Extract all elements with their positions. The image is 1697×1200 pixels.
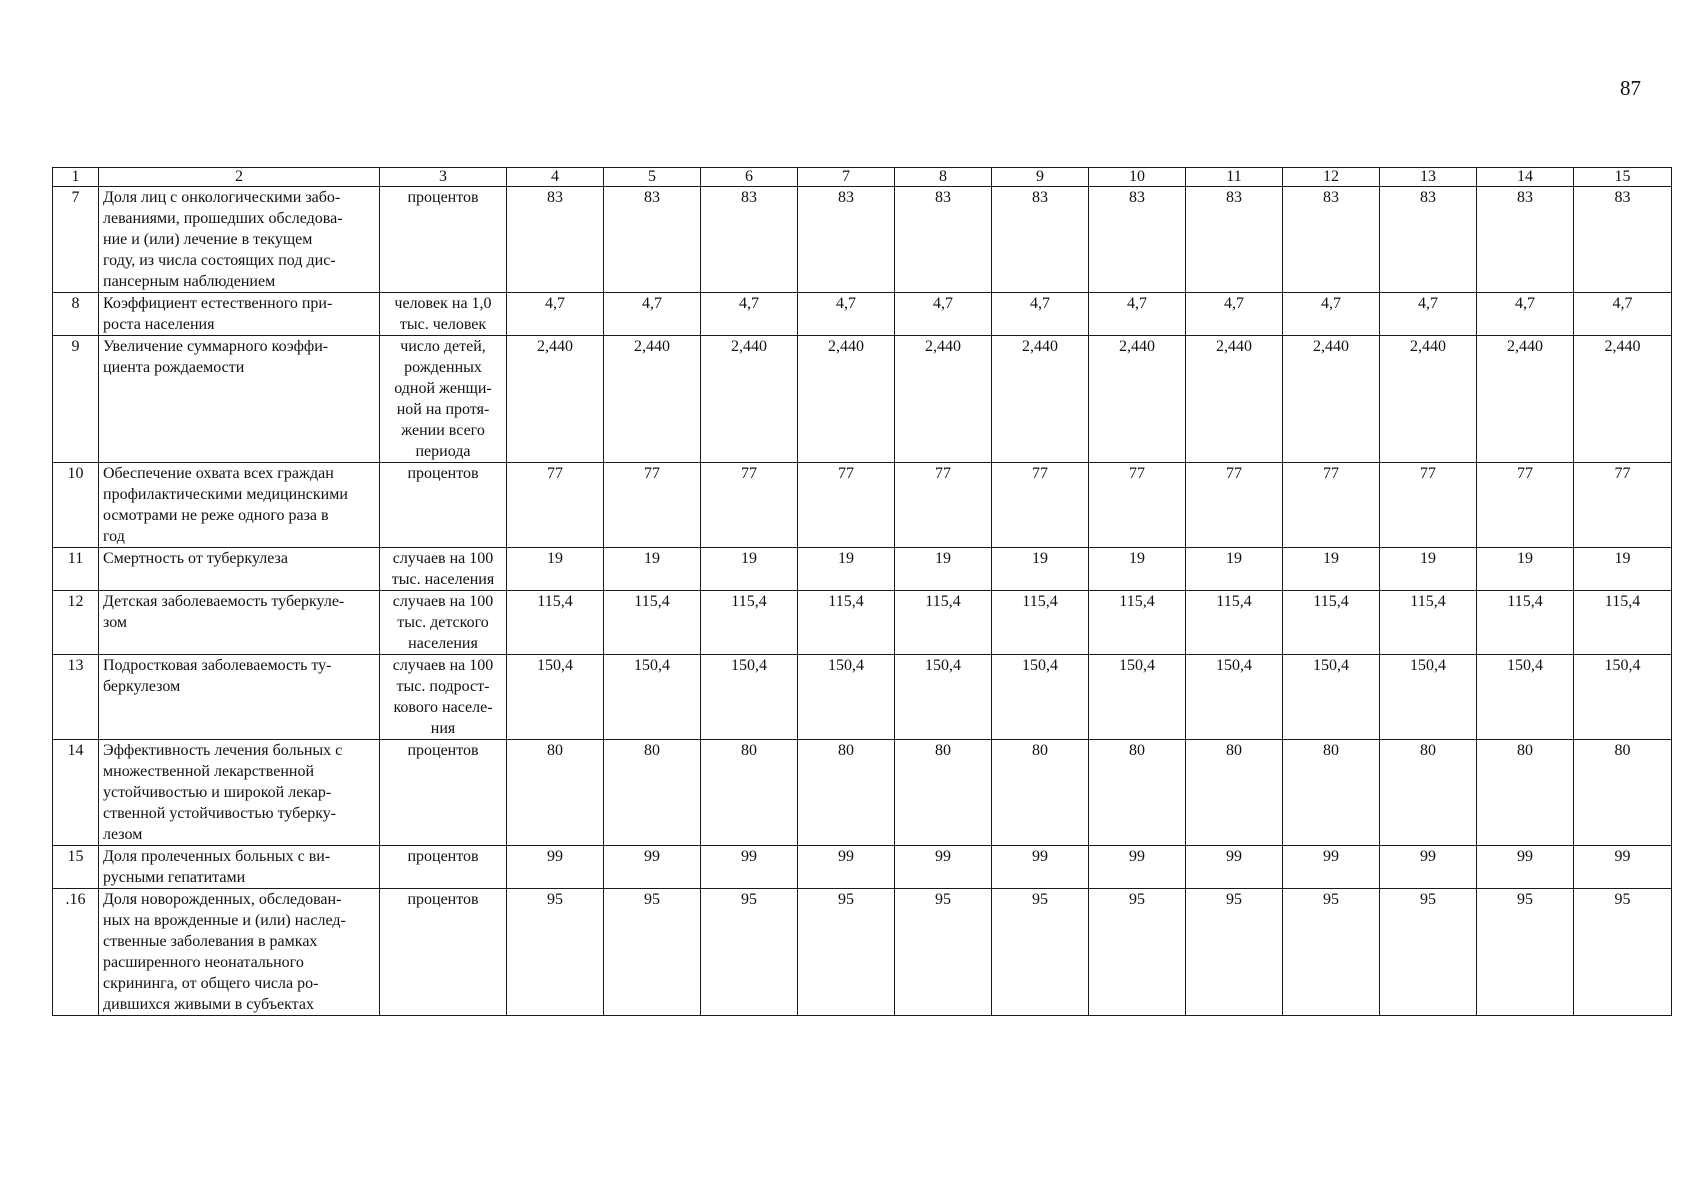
- value-cell: 77: [992, 463, 1089, 548]
- value-cell: 83: [1477, 187, 1574, 293]
- value-cell: 99: [1477, 846, 1574, 889]
- table-row: [53, 889, 1672, 1016]
- column-number-cell: 10: [1089, 168, 1186, 187]
- value-cell: 115,4: [1574, 591, 1672, 655]
- value-cell: 99: [1574, 846, 1672, 889]
- value-cell: 4,7: [701, 293, 798, 336]
- value-cell: 150,4: [604, 655, 701, 740]
- value-cell: 80: [1089, 740, 1186, 846]
- value-cell: 19: [1380, 548, 1477, 591]
- value-cell: 19: [798, 548, 895, 591]
- column-number-cell: 8: [895, 168, 992, 187]
- value-cell: 77: [701, 463, 798, 548]
- value-cell: 80: [701, 740, 798, 846]
- column-number-cell: 12: [1283, 168, 1380, 187]
- value-cell: 19: [507, 548, 604, 591]
- value-cell: 19: [1477, 548, 1574, 591]
- indicator-name-cell: Доля пролеченных больных с ви- русными гепатитами: [99, 846, 380, 889]
- column-number-cell: 5: [604, 168, 701, 187]
- value-cell: 150,4: [1477, 655, 1574, 740]
- value-cell: 77: [1380, 463, 1477, 548]
- row-number-cell: 11: [53, 548, 99, 591]
- table-row: [53, 548, 1672, 591]
- value-cell: 83: [895, 187, 992, 293]
- value-cell: 83: [701, 187, 798, 293]
- value-cell: 19: [1574, 548, 1672, 591]
- unit-cell: процентов: [380, 740, 507, 846]
- value-cell: 99: [701, 846, 798, 889]
- column-number-cell: 14: [1477, 168, 1574, 187]
- value-cell: 150,4: [1380, 655, 1477, 740]
- value-cell: 95: [1283, 889, 1380, 1016]
- value-cell: 77: [1089, 463, 1186, 548]
- value-cell: 95: [1380, 889, 1477, 1016]
- value-cell: 2,440: [992, 336, 1089, 463]
- indicator-name-cell: Коэффициент естественного при- роста населения: [99, 293, 380, 336]
- value-cell: 99: [992, 846, 1089, 889]
- table-row: [53, 655, 1672, 740]
- value-cell: 83: [992, 187, 1089, 293]
- unit-cell: человек на 1,0 тыс. человек: [380, 293, 507, 336]
- value-cell: 19: [895, 548, 992, 591]
- value-cell: 77: [1186, 463, 1283, 548]
- value-cell: 99: [1380, 846, 1477, 889]
- value-cell: 2,440: [1283, 336, 1380, 463]
- value-cell: 4,7: [1186, 293, 1283, 336]
- column-number-cell: 11: [1186, 168, 1283, 187]
- value-cell: 95: [604, 889, 701, 1016]
- value-cell: 80: [798, 740, 895, 846]
- unit-cell: случаев на 100 тыс. населения: [380, 548, 507, 591]
- indicator-name-cell: Обеспечение охвата всех граждан профилактическими медицинскими осмотрами не реже одного раза в год: [99, 463, 380, 548]
- page-number: 87: [1620, 76, 1641, 100]
- value-cell: 95: [798, 889, 895, 1016]
- value-cell: 95: [992, 889, 1089, 1016]
- unit-cell: процентов: [380, 187, 507, 293]
- value-cell: 4,7: [507, 293, 604, 336]
- value-cell: 80: [992, 740, 1089, 846]
- value-cell: 80: [1283, 740, 1380, 846]
- indicators-table: [52, 167, 1672, 1016]
- row-number-cell: .16: [53, 889, 99, 1016]
- value-cell: 80: [1380, 740, 1477, 846]
- value-cell: 115,4: [1089, 591, 1186, 655]
- value-cell: 83: [1089, 187, 1186, 293]
- table-row: [53, 463, 1672, 548]
- row-number-cell: 8: [53, 293, 99, 336]
- value-cell: 77: [1477, 463, 1574, 548]
- value-cell: 115,4: [1186, 591, 1283, 655]
- value-cell: 19: [992, 548, 1089, 591]
- value-cell: 95: [701, 889, 798, 1016]
- value-cell: 77: [1283, 463, 1380, 548]
- unit-cell: процентов: [380, 889, 507, 1016]
- value-cell: 77: [604, 463, 701, 548]
- value-cell: 150,4: [1089, 655, 1186, 740]
- value-cell: 80: [895, 740, 992, 846]
- column-number-cell: 4: [507, 168, 604, 187]
- value-cell: 80: [1477, 740, 1574, 846]
- value-cell: 4,7: [1380, 293, 1477, 336]
- value-cell: 150,4: [507, 655, 604, 740]
- row-number-cell: 15: [53, 846, 99, 889]
- value-cell: 19: [1089, 548, 1186, 591]
- value-cell: 77: [798, 463, 895, 548]
- value-cell: 2,440: [1089, 336, 1186, 463]
- value-cell: 4,7: [1283, 293, 1380, 336]
- value-cell: 95: [1477, 889, 1574, 1016]
- indicator-name-cell: Увеличение суммарного коэффи- циента рождаемости: [99, 336, 380, 463]
- value-cell: 19: [604, 548, 701, 591]
- value-cell: 115,4: [895, 591, 992, 655]
- value-cell: 83: [604, 187, 701, 293]
- value-cell: 95: [507, 889, 604, 1016]
- value-cell: 2,440: [798, 336, 895, 463]
- indicator-name-cell: Подростковая заболеваемость ту- беркулезом: [99, 655, 380, 740]
- column-number-cell: 13: [1380, 168, 1477, 187]
- table-body: [53, 168, 1672, 1016]
- column-number-cell: 2: [99, 168, 380, 187]
- unit-cell: число детей, рожденных одной женщи- ной на протя- жении всего периода: [380, 336, 507, 463]
- value-cell: 150,4: [701, 655, 798, 740]
- row-number-cell: 14: [53, 740, 99, 846]
- column-number-cell: 1: [53, 168, 99, 187]
- value-cell: 83: [1380, 187, 1477, 293]
- value-cell: 4,7: [1089, 293, 1186, 336]
- value-cell: 4,7: [895, 293, 992, 336]
- value-cell: 115,4: [1477, 591, 1574, 655]
- column-number-cell: 6: [701, 168, 798, 187]
- column-number-cell: 7: [798, 168, 895, 187]
- value-cell: 4,7: [1574, 293, 1672, 336]
- row-number-cell: 10: [53, 463, 99, 548]
- value-cell: 95: [1574, 889, 1672, 1016]
- value-cell: 80: [1574, 740, 1672, 846]
- row-number-cell: 7: [53, 187, 99, 293]
- value-cell: 2,440: [507, 336, 604, 463]
- value-cell: 77: [1574, 463, 1672, 548]
- value-cell: 4,7: [604, 293, 701, 336]
- value-cell: 83: [798, 187, 895, 293]
- value-cell: 99: [507, 846, 604, 889]
- value-cell: 80: [1186, 740, 1283, 846]
- value-cell: 19: [701, 548, 798, 591]
- value-cell: 2,440: [701, 336, 798, 463]
- value-cell: 95: [1089, 889, 1186, 1016]
- row-number-cell: 12: [53, 591, 99, 655]
- value-cell: 99: [895, 846, 992, 889]
- value-cell: 19: [1283, 548, 1380, 591]
- value-cell: 95: [895, 889, 992, 1016]
- table-row: [53, 187, 1672, 293]
- table-row: [53, 293, 1672, 336]
- value-cell: 150,4: [992, 655, 1089, 740]
- value-cell: 2,440: [1477, 336, 1574, 463]
- value-cell: 4,7: [1477, 293, 1574, 336]
- value-cell: 2,440: [604, 336, 701, 463]
- column-number-row: [53, 168, 1672, 187]
- value-cell: 83: [1574, 187, 1672, 293]
- value-cell: 2,440: [1574, 336, 1672, 463]
- value-cell: 150,4: [1574, 655, 1672, 740]
- column-number-cell: 15: [1574, 168, 1672, 187]
- unit-cell: случаев на 100 тыс. детского населения: [380, 591, 507, 655]
- value-cell: 83: [507, 187, 604, 293]
- unit-cell: процентов: [380, 463, 507, 548]
- value-cell: 83: [1186, 187, 1283, 293]
- indicator-name-cell: Доля новорожденных, обследован- ных на врожденные и (или) наслед- ственные заболевания в рамках расширенного неонатального скрининга, от общего числа ро- дившихся живыми в субъектах: [99, 889, 380, 1016]
- value-cell: 115,4: [604, 591, 701, 655]
- value-cell: 80: [604, 740, 701, 846]
- value-cell: 115,4: [798, 591, 895, 655]
- value-cell: 150,4: [798, 655, 895, 740]
- value-cell: 80: [507, 740, 604, 846]
- indicator-name-cell: Детская заболеваемость туберкуле- зом: [99, 591, 380, 655]
- value-cell: 115,4: [992, 591, 1089, 655]
- value-cell: 150,4: [1283, 655, 1380, 740]
- unit-cell: случаев на 100 тыс. подрост- кового населе- ния: [380, 655, 507, 740]
- row-number-cell: 9: [53, 336, 99, 463]
- value-cell: 99: [1186, 846, 1283, 889]
- indicator-name-cell: Смертность от туберкулеза: [99, 548, 380, 591]
- table-row: [53, 740, 1672, 846]
- column-number-cell: 3: [380, 168, 507, 187]
- column-number-cell: 9: [992, 168, 1089, 187]
- value-cell: 19: [1186, 548, 1283, 591]
- value-cell: 99: [798, 846, 895, 889]
- indicator-name-cell: Эффективность лечения больных с множественной лекарственной устойчивостью и широкой лекар- ственной устойчивостью туберку- лезом: [99, 740, 380, 846]
- value-cell: 2,440: [1186, 336, 1283, 463]
- value-cell: 115,4: [1283, 591, 1380, 655]
- value-cell: 4,7: [798, 293, 895, 336]
- value-cell: 4,7: [992, 293, 1089, 336]
- value-cell: 2,440: [1380, 336, 1477, 463]
- value-cell: 77: [895, 463, 992, 548]
- table-row: [53, 591, 1672, 655]
- table-row: [53, 336, 1672, 463]
- value-cell: 83: [1283, 187, 1380, 293]
- value-cell: 2,440: [895, 336, 992, 463]
- indicator-name-cell: Доля лиц с онкологическими забо- леваниями, прошедших обследова- ние и (или) лечение в текущем году, из числа состоящих под дис- пансерным наблюдением: [99, 187, 380, 293]
- value-cell: 77: [507, 463, 604, 548]
- unit-cell: процентов: [380, 846, 507, 889]
- value-cell: 95: [1186, 889, 1283, 1016]
- row-number-cell: 13: [53, 655, 99, 740]
- value-cell: 150,4: [1186, 655, 1283, 740]
- value-cell: 99: [1089, 846, 1186, 889]
- value-cell: 115,4: [1380, 591, 1477, 655]
- value-cell: 115,4: [701, 591, 798, 655]
- table-row: [53, 846, 1672, 889]
- value-cell: 99: [1283, 846, 1380, 889]
- value-cell: 115,4: [507, 591, 604, 655]
- value-cell: 99: [604, 846, 701, 889]
- value-cell: 150,4: [895, 655, 992, 740]
